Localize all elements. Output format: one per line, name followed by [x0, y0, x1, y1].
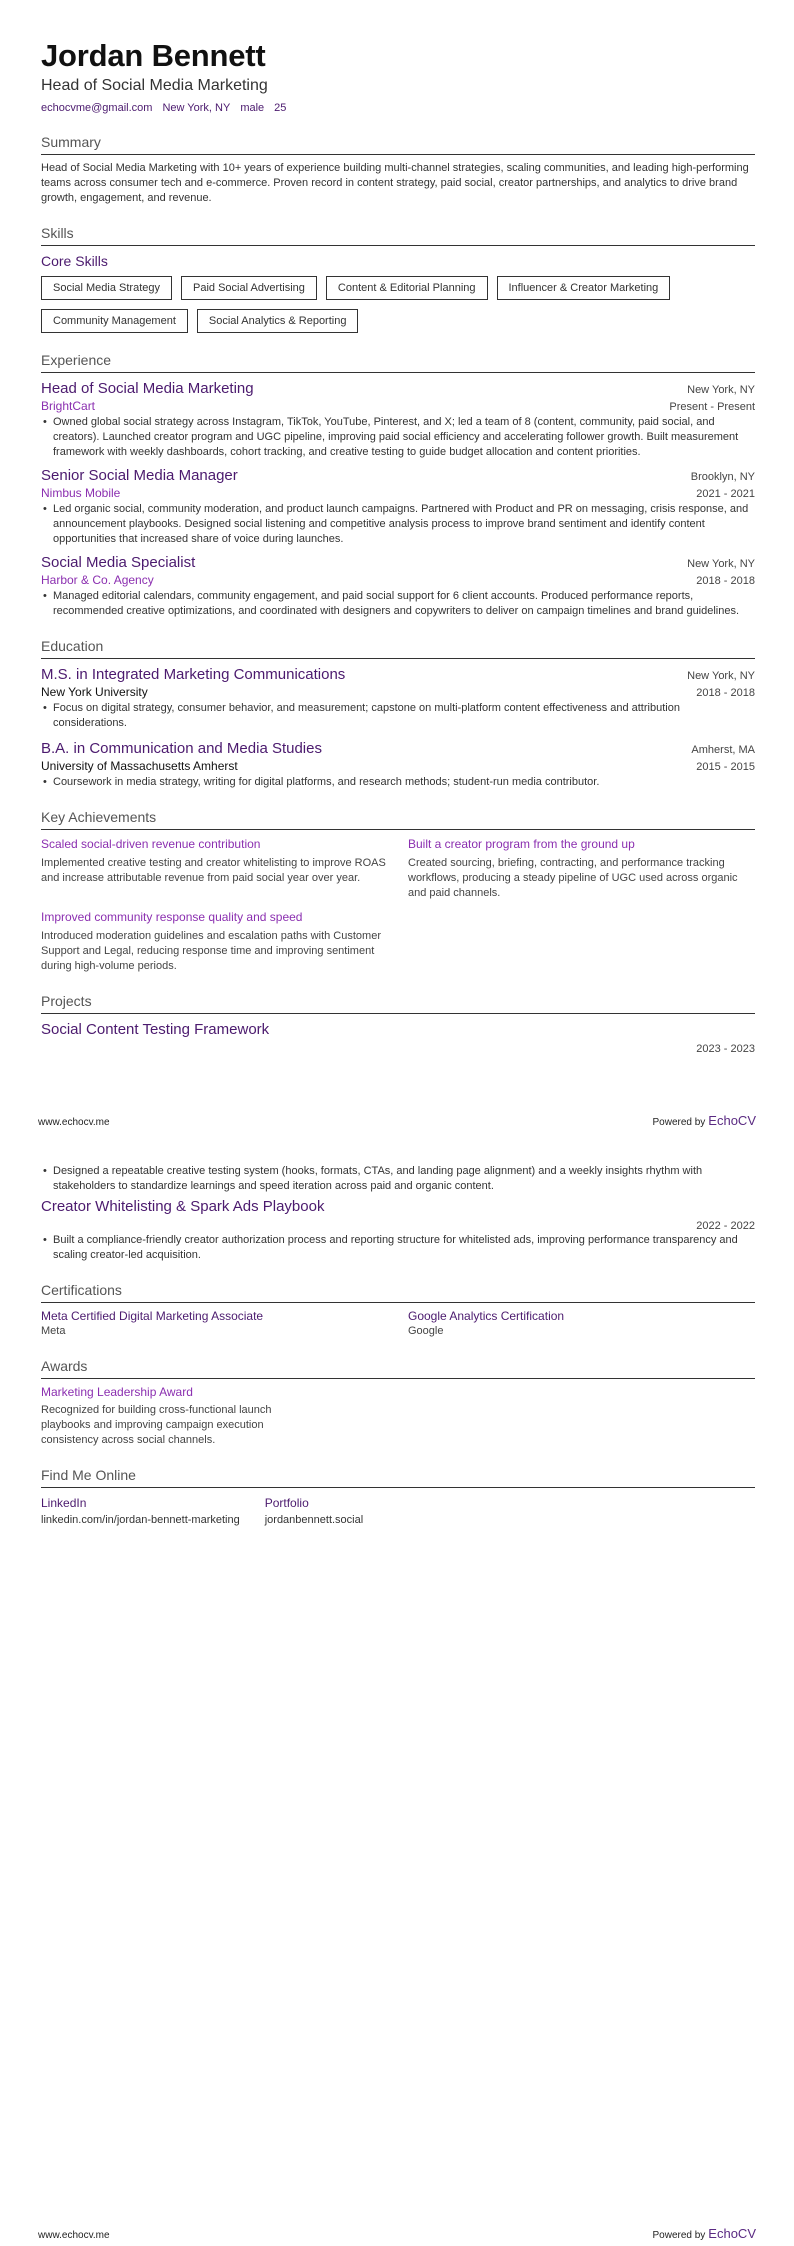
- section-title: Summary: [41, 134, 755, 155]
- project-item-continued: [41, 1164, 755, 1194]
- page-footer: [38, 2226, 756, 2241]
- achievement-text: Created sourcing, briefing, contracting, and performance tracking workflows, producing a steady pipeline of UGC used across organic and paid channels.: [408, 857, 738, 899]
- summary-section: [41, 134, 755, 206]
- experience-item: [41, 553, 755, 619]
- education-section: [41, 638, 755, 790]
- contact-location: New York, NY: [162, 102, 231, 114]
- award-text: Recognized for building cross-functional launch playbooks and improving campaign execution consistency across social channels.: [41, 1404, 272, 1446]
- school-name: University of Massachusetts Amherst: [41, 759, 238, 773]
- job-location: Brooklyn, NY: [690, 471, 755, 483]
- job-bullet: • Led organic social, community moderation, and product launch campaigns. Partnered with Product and PR on messaging, crisis response, and announcement playbooks. Designed social listening and competitive analysis process to improve brand sentiment and identify content opportunities that increased share of voice during launches.: [41, 502, 755, 547]
- job-location: New York, NY: [687, 558, 755, 570]
- footer-powered-label: Powered by: [652, 2230, 706, 2241]
- project-title: Creator Whitelisting & Spark Ads Playbook: [41, 1198, 325, 1215]
- contact-age: 25: [274, 102, 287, 114]
- achievement-item: [41, 909, 388, 974]
- section-title: Awards: [41, 1358, 755, 1379]
- skill-pill: Community Management: [41, 309, 188, 333]
- certifications-grid: [41, 1309, 755, 1339]
- resume-page-2: [0, 1133, 794, 2246]
- contact-email[interactable]: echocvme@gmail.com: [41, 102, 153, 114]
- project-item: [41, 1197, 755, 1263]
- achievement-title: Scaled social-driven revenue contribution: [41, 837, 261, 851]
- education-bullet: • Focus on digital strategy, consumer behavior, and measurement; capstone on multi-platform content effectiveness and attribution considerations.: [41, 701, 755, 731]
- section-title: Experience: [41, 352, 755, 373]
- achievement-item: [408, 836, 755, 901]
- online-section: [41, 1467, 755, 1526]
- certification-name: Google Analytics Certification: [408, 1309, 565, 1323]
- degree-title: B.A. in Communication and Media Studies: [41, 740, 322, 757]
- footer-site-link[interactable]: www.echocv.me: [38, 1117, 110, 1128]
- certification-item: [41, 1309, 388, 1339]
- candidate-name: Jordan Bennett: [41, 38, 266, 73]
- project-dates: 2023 - 2023: [696, 1043, 755, 1055]
- section-title: Education: [41, 638, 755, 659]
- section-title: Projects: [41, 993, 755, 1014]
- award-item: [41, 1385, 755, 1448]
- achievement-title: Improved community response quality and speed: [41, 910, 303, 924]
- job-location: New York, NY: [687, 384, 755, 396]
- portfolio-label: Portfolio: [264, 1496, 309, 1510]
- project-bullet: • Built a compliance-friendly creator authorization process and reporting structure for whitelisted ads, improving performance transparency and scaling creator-led acquisition.: [41, 1233, 755, 1263]
- job-title: Social Media Specialist: [41, 554, 196, 571]
- project-bullet: • Designed a repeatable creative testing system (hooks, formats, CTAs, and landing page alignment) and a weekly insights rhythm with stakeholders to standardize learnings and speed iteration across paid and organic content.: [41, 1164, 755, 1194]
- job-bullet: • Managed editorial calendars, community engagement, and paid social support for 6 client accounts. Produced performance reports, recommended creative optimizations, and coordinated with designers and copywriters to deliver on campaign timelines and brand guidelines.: [41, 589, 755, 619]
- certifications-section: [41, 1282, 755, 1339]
- certification-issuer: Google: [408, 1325, 444, 1337]
- footer-powered-label: Powered by: [652, 1117, 706, 1128]
- job-title: Head of Social Media Marketing: [41, 380, 254, 397]
- certification-issuer: Meta: [41, 1325, 66, 1337]
- contact-line: [41, 102, 755, 114]
- skill-pill: Social Analytics & Reporting: [197, 309, 359, 333]
- job-bullet: • Owned global social strategy across Instagram, TikTok, YouTube, Pinterest, and X; led a team of 8 (content, community, paid social, and creators). Launched creator program and UGC pipeline, improving paid social efficiency and accelerating follower growth. Built measurement framework with weekly dashboards, cohort tracking, and creative testing to guide budget allocation and content priorities.: [41, 415, 755, 460]
- footer-brand-logo[interactable]: EchoCV: [708, 2226, 756, 2241]
- skills-section: [41, 225, 755, 333]
- experience-item: [41, 379, 755, 460]
- footer-powered: [652, 2226, 756, 2241]
- page-footer: [38, 1113, 756, 1128]
- project-item: [41, 1020, 755, 1055]
- job-title: Senior Social Media Manager: [41, 467, 238, 484]
- certification-item: [408, 1309, 755, 1339]
- job-company: Harbor & Co. Agency: [41, 573, 154, 587]
- experience-section: [41, 352, 755, 619]
- job-dates: 2018 - 2018: [696, 575, 755, 587]
- education-item: [41, 665, 755, 731]
- footer-brand-logo[interactable]: EchoCV: [708, 1113, 756, 1128]
- certification-name: Meta Certified Digital Marketing Associate: [41, 1309, 264, 1323]
- skills-group-title: Core Skills: [41, 253, 108, 269]
- achievement-title: Built a creator program from the ground up: [408, 837, 635, 851]
- skill-pill: Social Media Strategy: [41, 276, 172, 300]
- page-1-content: [41, 38, 755, 1055]
- footer-powered: [652, 1113, 756, 1128]
- achievements-section: [41, 809, 755, 974]
- award-title: Marketing Leadership Award: [41, 1385, 193, 1399]
- job-company: BrightCart: [41, 399, 96, 413]
- section-title: Find Me Online: [41, 1467, 755, 1488]
- experience-item: [41, 466, 755, 547]
- achievement-text: Implemented creative testing and creator whitelisting to improve ROAS and increase attributable revenue from paid social year over year.: [41, 857, 386, 884]
- skills-list: [41, 276, 755, 333]
- linkedin-link[interactable]: linkedin.com/in/jordan-bennett-marketing: [41, 1514, 240, 1526]
- portfolio-link[interactable]: jordanbennett.social: [264, 1514, 364, 1526]
- project-title: Social Content Testing Framework: [41, 1021, 270, 1038]
- degree-title: M.S. in Integrated Marketing Communications: [41, 666, 346, 683]
- achievements-grid: [41, 836, 755, 974]
- job-company: Nimbus Mobile: [41, 486, 121, 500]
- section-title: Certifications: [41, 1282, 755, 1303]
- projects-section: [41, 993, 755, 1055]
- school-name: New York University: [41, 685, 148, 699]
- online-links: [41, 1495, 755, 1526]
- page-2-content: [41, 1163, 755, 1526]
- school-location: New York, NY: [687, 670, 755, 682]
- achievement-text: Introduced moderation guidelines and escalation paths with Customer Support and Legal, reducing response time and improving sentiment during high-volume periods.: [41, 930, 381, 972]
- job-dates: Present - Present: [669, 401, 755, 413]
- job-dates: 2021 - 2021: [696, 488, 755, 500]
- skill-pill: Influencer & Creator Marketing: [497, 276, 671, 300]
- contact-gender: male: [240, 102, 265, 114]
- achievement-item: [41, 836, 388, 901]
- online-link-item: [41, 1495, 240, 1526]
- education-dates: 2015 - 2015: [696, 761, 755, 773]
- candidate-headline: Head of Social Media Marketing: [41, 77, 268, 94]
- linkedin-label: LinkedIn: [41, 1496, 87, 1510]
- skill-pill: Content & Editorial Planning: [326, 276, 488, 300]
- resume-header: [41, 38, 755, 114]
- summary-text: Head of Social Media Marketing with 10+ years of experience building multi-channel strategies, scaling communities, and leading high-performing teams across consumer tech and e-commerce. Proven record in content strategy, paid social, creator partnerships, and analytics to drive brand growth, engagement, and revenue.: [41, 162, 749, 204]
- education-item: [41, 739, 755, 790]
- skill-pill: Paid Social Advertising: [181, 276, 317, 300]
- awards-section: [41, 1358, 755, 1448]
- project-dates: 2022 - 2022: [696, 1220, 755, 1232]
- education-bullet: • Coursework in media strategy, writing for digital platforms, and research methods; student-run media contributor.: [41, 775, 755, 790]
- section-title: Skills: [41, 225, 755, 246]
- online-link-item: [265, 1495, 363, 1526]
- education-dates: 2018 - 2018: [696, 687, 755, 699]
- footer-site-link[interactable]: www.echocv.me: [38, 2230, 110, 2241]
- section-title: Key Achievements: [41, 809, 755, 830]
- school-location: Amherst, MA: [691, 744, 755, 756]
